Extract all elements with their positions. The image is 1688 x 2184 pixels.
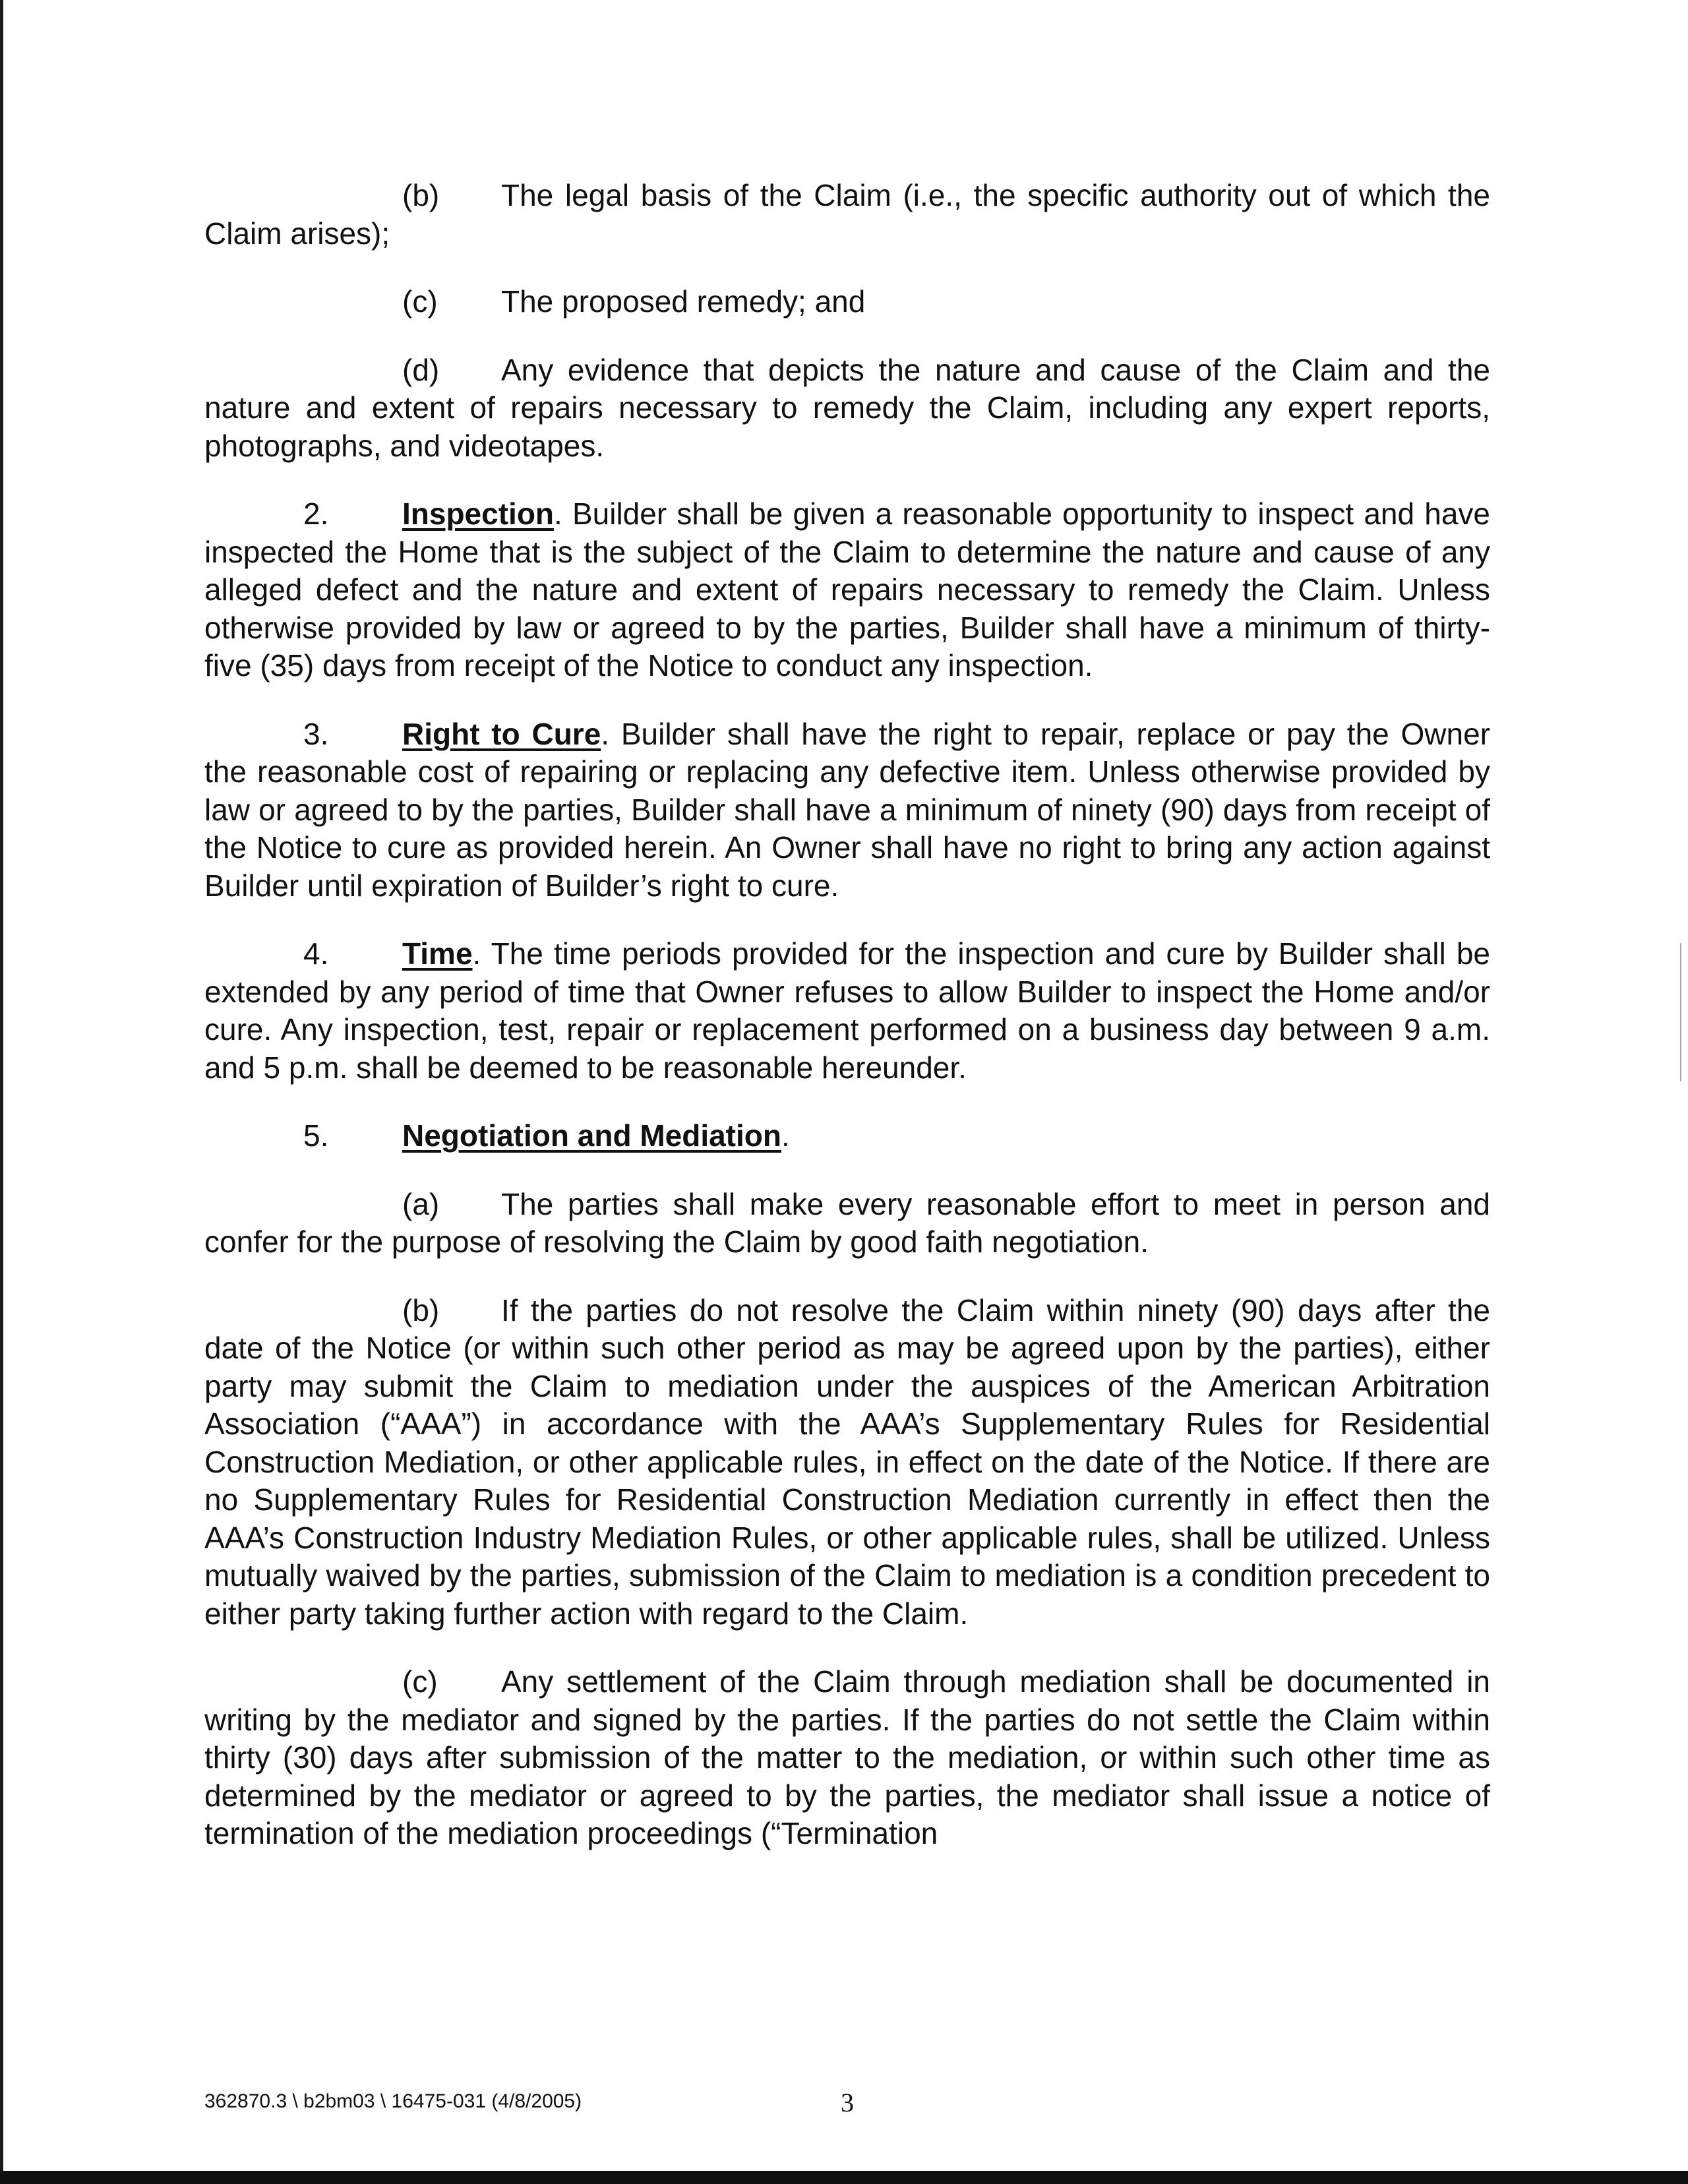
paragraph-5b-mediation: [204, 1292, 1490, 1633]
paragraph-text: Any settlement of the Claim through mediation shall be documented in writing by the mediator and signed by the parties. If the parties do not settle the Claim within thirty (30) days after submission of the matter to the mediation, or within such other time as determined by the mediator or agreed to by the parties, the mediator shall issue a notice of termination of the mediation proceedings (“Termination: [204, 1664, 1490, 1850]
footer-document-id: 362870.3 \ b2bm03 \ 16475-031 (4/8/2005): [204, 2090, 582, 2112]
paragraph-label: (d): [402, 352, 440, 387]
section-heading: Inspection: [402, 497, 555, 531]
document-body: [204, 177, 1490, 1883]
section-number: 4.: [303, 936, 329, 971]
paragraph-5a-negotiation: [204, 1186, 1490, 1261]
paragraph-label: (b): [402, 1292, 440, 1327]
section-number: 5.: [303, 1118, 329, 1153]
paragraph-text: If the parties do not resolve the Claim within ninety (90) days after the date of the Notice (or within such other period as may be agreed upon by the parties), either party may submit the Claim to mediation under the auspices of the American Arbitration Association (“AAA”) in accordance with the AAA’s Supplementary Rules for Residential Construction Mediation, or other applicable rules, in effect on the date of the Notice. If there are no Supplementary Rules for Residential Construction Mediation currently in effect then the AAA’s Construction Industry Mediation Rules, or other applicable rules, shall be utilized. Unless mutually waived by the parties, submission of the Claim to mediation is a condition precedent to either party taking further action with regard to the Claim.: [204, 1292, 1490, 1631]
section-heading: Right to Cure: [402, 716, 601, 751]
paragraph-text: The proposed remedy; and: [501, 284, 866, 318]
section-2-inspection: [204, 495, 1490, 685]
paragraph-label: (c): [402, 284, 438, 318]
scan-bottom-edge: [0, 2171, 1688, 2184]
section-text: .: [781, 1118, 790, 1153]
paragraph-text: Any evidence that depicts the nature and cause of the Claim and the nature and extent of repairs necessary to remedy the Claim, including any expert reports, photographs, and videotapes.: [204, 352, 1490, 463]
page-number: 3: [841, 2088, 854, 2117]
paragraph-label: (b): [402, 178, 440, 212]
paragraph-label: (c): [402, 1664, 438, 1699]
paragraph-text: The parties shall make every reasonable effort to meet in person and confer for the purpose of resolving the Claim by good faith negotiation.: [204, 1186, 1490, 1259]
section-4-time: [204, 935, 1490, 1087]
scan-left-edge: [0, 0, 3, 2184]
section-number: 2.: [303, 497, 329, 531]
paragraph-label: (a): [402, 1186, 440, 1221]
paragraph-text: The legal basis of the Claim (i.e., the specific authority out of which the Claim arises);: [204, 178, 1490, 251]
scan-margin-mark: [1680, 943, 1681, 1081]
section-text: . The time periods provided for the inspection and cure by Builder shall be extended by any period of time that Owner refuses to allow Builder to inspect the Home and/or cure. Any inspection, test, repair or replacement performed on a business day between 9 a.m. and 5 p.m. shall be deemed to be reasonable hereunder.: [204, 936, 1490, 1085]
section-heading: Time: [402, 936, 473, 971]
paragraph-b-legal-basis: [204, 177, 1490, 253]
section-number: 3.: [303, 716, 329, 751]
section-text: . Builder shall have the right to repair, replace or pay the Owner the reasonable cost of repairing or replacing any defective item. Unless otherwise provided by law or agreed to by the parties, Builder shall have a minimum of ninety (90) days from receipt of the Notice to cure as provided herein. An Owner shall have no right to bring any action against Builder until expiration of Builder’s right to cure.: [204, 716, 1490, 903]
section-3-right-to-cure: [204, 715, 1490, 905]
section-5-negotiation-mediation: [204, 1117, 1490, 1155]
section-text: . Builder shall be given a reasonable opportunity to inspect and have inspected the Home that is the subject of the Claim to determine the nature and cause of any alleged defect and the nature and extent of repairs necessary to remedy the Claim. Unless otherwise provided by law or agreed to by the parties, Builder shall have a minimum of thirty-five (35) days from receipt of the Notice to conduct any inspection.: [204, 497, 1490, 682]
paragraph-c-remedy: [204, 283, 1490, 321]
paragraph-d-evidence: [204, 351, 1490, 466]
section-heading: Negotiation and Mediation: [402, 1118, 781, 1153]
paragraph-5c-settlement: [204, 1663, 1490, 1853]
